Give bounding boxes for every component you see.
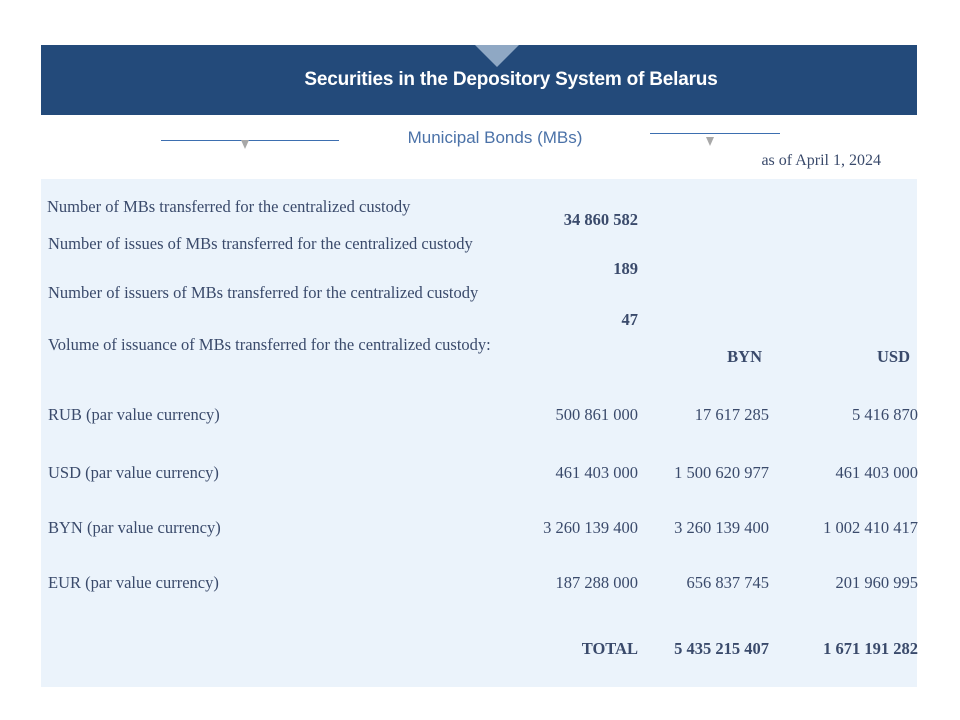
left-divider-marker <box>241 140 249 149</box>
page-title: Securities in the Depository System of Belarus <box>304 69 718 90</box>
row-byn-par-value: 3 260 139 400 <box>543 518 638 537</box>
row-eur-par-value: 187 288 000 <box>555 573 638 592</box>
row-label-usd: USD (par value currency) <box>48 463 219 482</box>
summary-value-issuers-count: 47 <box>621 310 638 329</box>
left-divider-line <box>161 140 339 141</box>
row-usd-usd-value: 461 403 000 <box>835 463 918 482</box>
summary-label-issuers-count: Number of issuers of MBs transferred for the centralized custody <box>48 283 479 302</box>
row-label-eur: EUR (par value currency) <box>48 573 219 592</box>
row-eur-byn-value: 656 837 745 <box>686 573 769 592</box>
total-usd-value: 1 671 191 282 <box>823 639 918 658</box>
row-byn-byn-value: 3 260 139 400 <box>674 518 769 537</box>
column-header-byn: BYN <box>727 347 762 366</box>
row-rub-byn-value: 17 617 285 <box>694 405 769 424</box>
row-label-byn: BYN (par value currency) <box>48 518 221 537</box>
row-byn-usd-value: 1 002 410 417 <box>823 518 918 537</box>
right-divider-line <box>650 133 780 134</box>
as-of-date: as of April 1, 2024 <box>761 152 881 169</box>
volume-label: Volume of issuance of MBs transferred for the centralized custody: <box>48 335 491 354</box>
column-header-usd: USD <box>876 347 910 366</box>
summary-label-issues-count: Number of issues of MBs transferred for the centralized custody <box>48 234 473 253</box>
summary-value-mbs-count: 34 860 582 <box>563 210 638 229</box>
row-rub-usd-value: 5 416 870 <box>852 405 918 424</box>
section-subtitle: Municipal Bonds (MBs) <box>407 128 583 147</box>
row-rub-par-value: 500 861 000 <box>555 405 638 424</box>
summary-value-issues-count: 189 <box>613 259 638 278</box>
total-byn-value: 5 435 215 407 <box>674 639 769 658</box>
row-usd-par-value: 461 403 000 <box>555 463 638 482</box>
row-label-rub: RUB (par value currency) <box>48 405 220 424</box>
row-eur-usd-value: 201 960 995 <box>835 573 918 592</box>
row-usd-byn-value: 1 500 620 977 <box>674 463 769 482</box>
summary-label-mbs-count: Number of MBs transferred for the centralized custody <box>47 197 411 216</box>
right-divider-marker <box>706 137 714 146</box>
total-label: TOTAL <box>581 639 638 658</box>
